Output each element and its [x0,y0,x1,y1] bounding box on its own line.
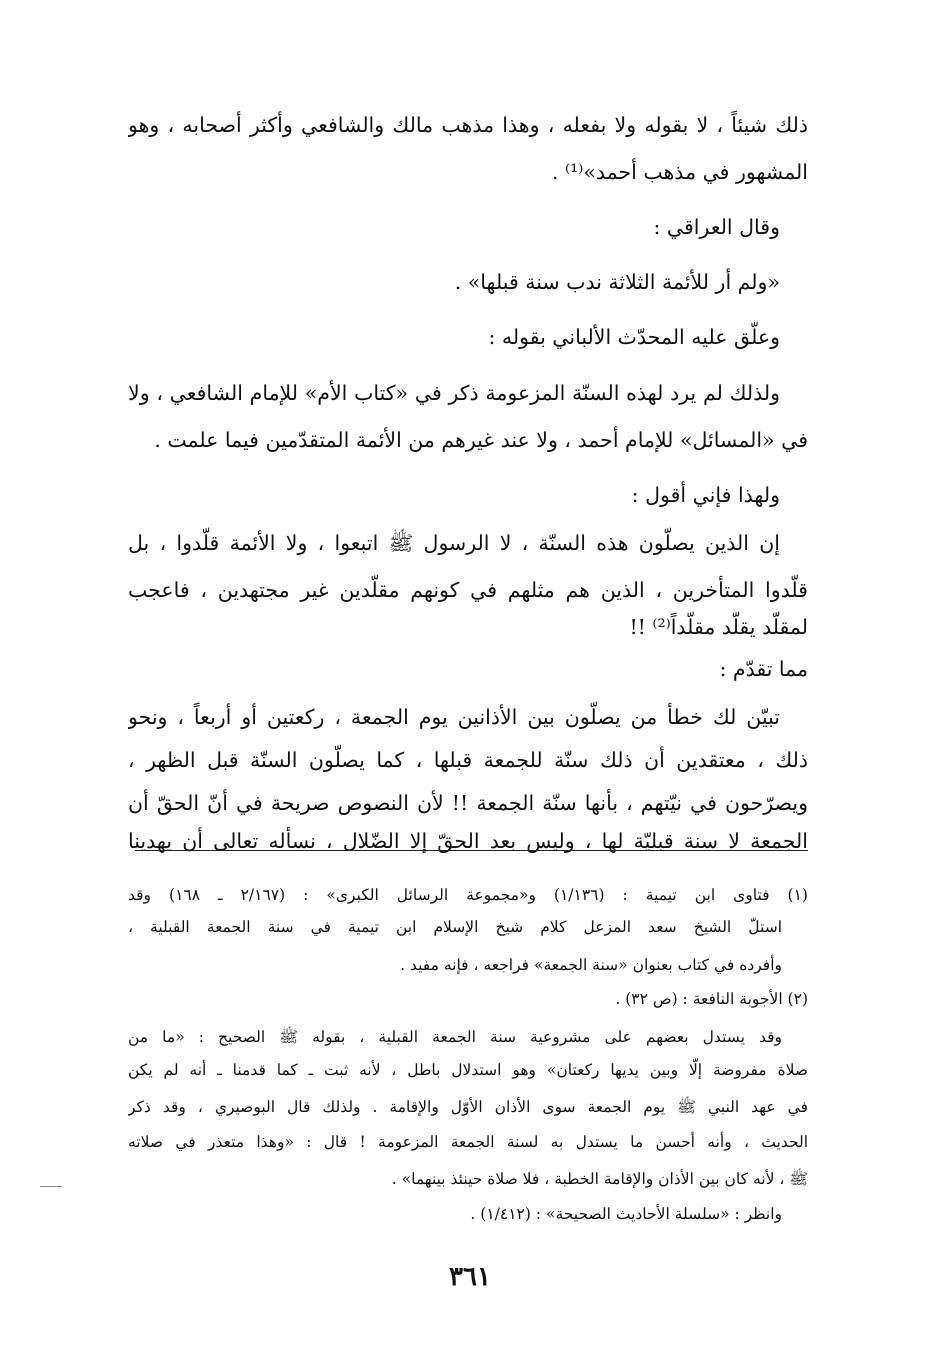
main-line: الجمعة لا سنة قبليّة لها ، وليس بعد الحقّ إلا الضّلال ، نسأله تعالى أن يهدينا [128,829,808,853]
main-line: ويصرّحون في نيّتهم ، بأنها سنّة الجمعة !! لأن النصوص صريحة في أنّ الحقّ أن [128,791,808,815]
footnote-divider [135,850,808,851]
footnote-line: صلاة مفروضة إلّا وبين يديها ركعتان» وهو استدلال باطل ، لأنه ثبت ـ كما قدمنا ـ أنه لم يكن [128,1061,808,1079]
main-line: لمقلّد يقلّد مقلّداً⁽²⁾ !! [629,615,808,639]
footnote-line: الحديث ، وأنه أحسن ما يستدل به لسنة الجمعة المزعومة ! قال : «وهذا متعذر في صلاته [128,1133,808,1151]
margin-mark [40,1186,62,1187]
main-line: المشهور في مذهب أحمد»⁽¹⁾ . [552,160,808,184]
main-line: ذلك ، معتقدين أن ذلك سنّة للجمعة قبلها ، كما يصلّون السنّة قبل الظهر ، [128,748,808,772]
page-number: ٣٦١ [449,1262,491,1292]
footnote-line: (٢) الأجوبة النافعة : (ص ٣٢) . [615,990,808,1008]
main-line: إن الذين يصلّون هذه السنّة ، لا الرسول ﷺ اتبعوا ، ولا الأئمة قلّدوا ، بل [128,531,780,555]
footnote-line: (١) فتاوى ابن تيمية : (١/١٣٦) و«مجموعة الرسائل الكبرى» : (٢/١٦٧ ـ ١٦٨) وقد [128,886,808,904]
main-line: وقال العراقي : [653,215,780,239]
main-line: «ولم أر للأئمة الثلاثة ندب سنة قبلها» . [454,270,780,294]
footnote-line: في عهد النبي ﷺ يوم الجمعة سوى الأذان الأوّل والإقامة . ولذلك قال البوصيري ، وقد ذكر [128,1098,808,1116]
footnote-line: وانظر : «سلسلة الأحاديث الصحيحة» : (١/٤١٢) . [470,1205,782,1223]
footnote-line: ﷺ ، لأنه كان بين الأذان والإقامة الخطبة ، فلا صلاة حينئذ بينهما» . [391,1170,808,1188]
main-line: وعلّق عليه المحدّث الألباني بقوله : [488,325,780,349]
main-line: ولهذا فإني أقول : [631,483,780,507]
main-line: قلّدوا المتأخرين ، الذين هم مثلهم في كونهم مقلّدين غير مجتهدين ، فاعجب [128,578,808,602]
main-line: مما تقدّم : [719,657,808,681]
footnote-line: وأفرده في كتاب بعنوان «سنة الجمعة» فراجعه ، فإنه مفيد . [400,956,782,974]
main-line: تبيّن لك خطأ من يصلّون بين الأذانين يوم الجمعة ، ركعتين أو أربعاً ، ونحو [128,705,780,729]
footnote-line: استلّ الشيخ سعد المزعل كلام شيخ الإسلام ابن تيمية في سنة الجمعة القبلية ، [128,918,782,936]
main-line: ذلك شيئاً ، لا بقوله ولا بفعله ، وهذا مذهب مالك والشافعي وأكثر أصحابه ، وهو [128,113,808,137]
footnote-line: وقد يستدل بعضهم على مشروعية سنة الجمعة القبلية ، بقوله ﷺ الصحيح : «ما من [128,1028,782,1046]
main-line: ولذلك لم يرد لهذه السنّة المزعومة ذكر في «كتاب الأم» للإمام الشافعي ، ولا [128,381,780,405]
main-line: في «المسائل» للإمام أحمد ، ولا عند غيرهم من الأئمة المتقدّمين فيما علمت . [154,428,808,452]
